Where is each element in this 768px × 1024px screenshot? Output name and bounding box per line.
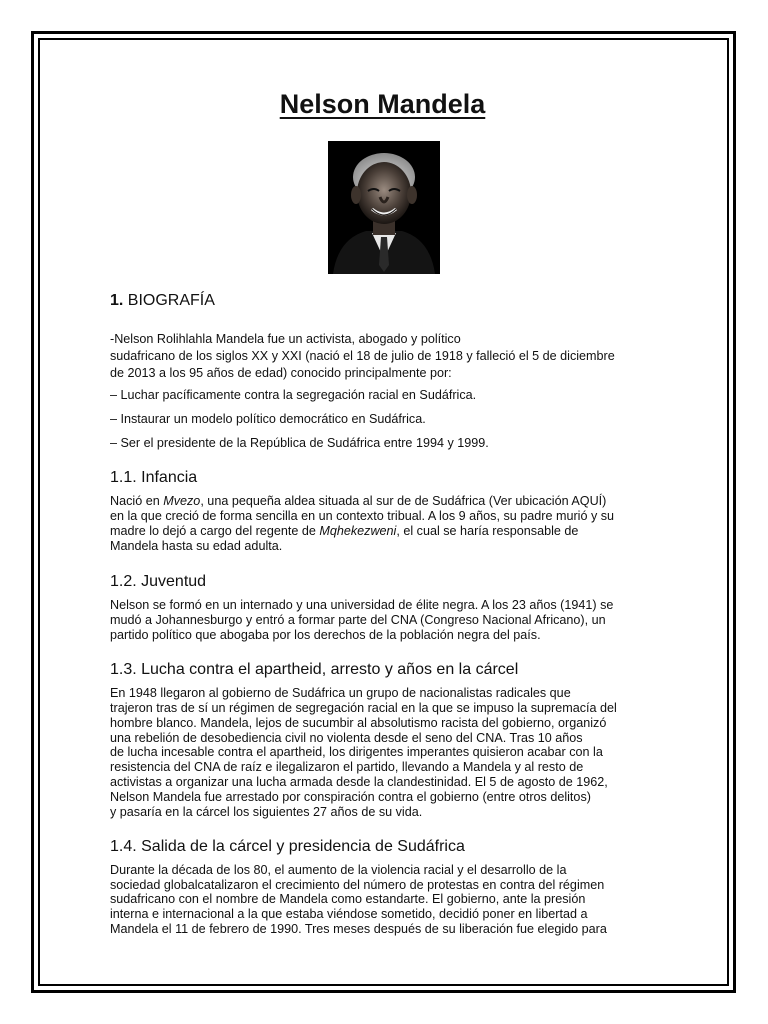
bio-intro-line-1: -Nelson Rolihlahla Mandela fue un activista, abogado y político — [110, 332, 461, 346]
section-heading-text: BIOGRAFÍA — [127, 292, 215, 309]
bio-bullet-2: – Instaurar un modelo político democrático en Sudáfrica. — [110, 412, 426, 426]
salida-line-5: Mandela el 11 de febrero de 1990. Tres meses después de su liberación fue elegido para — [110, 922, 607, 936]
section-number: 1. — [110, 292, 124, 309]
lucha-line-9: y pasaría en la cárcel los siguientes 27 años de su vida. — [110, 805, 423, 819]
lucha-line-1: En 1948 llegaron al gobierno de Sudáfrica un grupo de nacionalistas radicales que — [110, 686, 571, 700]
infancia-heading: 1.1. Infancia — [110, 469, 198, 486]
salida-line-4: interna e internacional a la que estaba viéndose sometido, decidió poner en libertad a — [110, 907, 588, 921]
bio-intro-line-2: sudafricano de los siglos XX y XXI (nació el 18 de julio de 1918 y falleció el 5 de diciembre — [110, 349, 615, 363]
bio-bullet-3: – Ser el presidente de la República de Sudáfrica entre 1994 y 1999. — [110, 436, 489, 450]
salida-line-3: sudafricano con el nombre de Mandela como estandarte. El gobierno, ante la presión — [110, 892, 586, 906]
juventud-line-3: partido político que abogaba por los derechos de la población negra del país. — [110, 628, 541, 642]
page-title-text: Nelson Mandela — [279, 89, 486, 119]
lucha-line-8: Nelson Mandela fue arrestado por conspiración contra el gobierno (entre otros delitos) — [110, 790, 591, 804]
portrait-image — [328, 141, 440, 274]
bio-bullet-1: – Luchar pacíficamente contra la segregación racial en Sudáfrica. — [110, 388, 477, 402]
salida-line-1: Durante la década de los 80, el aumento de la violencia racial y el desarrollo de la — [110, 863, 567, 877]
salida-heading: 1.4. Salida de la cárcel y presidencia de Sudáfrica — [110, 838, 465, 855]
juventud-heading: 1.2. Juventud — [110, 573, 207, 590]
juventud-line-2: mudó a Johannesburgo y entró a formar parte del CNA (Congreso Nacional Africano), un — [110, 613, 606, 627]
section-biografia-heading — [110, 291, 215, 311]
place-mvezo: Mvezo — [163, 494, 201, 508]
bio-intro-line-3: de 2013 a los 95 años de edad) conocido principalmente por: — [110, 366, 452, 380]
lucha-line-7: activistas a organizar una lucha armada desde la clandestinidad. El 5 de agosto de 1962, — [110, 775, 608, 789]
juventud-line-1: Nelson se formó en un internado y una universidad de élite negra. A los 23 años (1941) se — [110, 598, 614, 612]
place-mqhekezweni: Mqhekezweni — [319, 524, 397, 538]
salida-line-2: sociedad globalcatalizaron el crecimiento del número de protestas en contra del régimen — [110, 878, 605, 892]
infancia-line-4: Mandela hasta su edad adulta. — [110, 539, 283, 553]
page-title — [110, 86, 655, 122]
lucha-line-3: hombre blanco. Mandela, lejos de sucumbir al absolutismo racista del gobierno, organizó — [110, 716, 607, 730]
portrait-photo — [328, 141, 440, 274]
infancia-line-3: madre lo dejó a cargo del regente de Mqhekezweni, el cual se haría responsable de — [110, 524, 579, 538]
lucha-heading: 1.3. Lucha contra el apartheid, arresto y años en la cárcel — [110, 661, 519, 678]
infancia-line-1: Nació en Mvezo, una pequeña aldea situada al sur de de Sudáfrica (Ver ubicación AQUÍ) — [110, 494, 607, 508]
lucha-line-6: resistencia del CNA de raíz e ilegalizaron el partido, llevando a Mandela y al resto de — [110, 760, 584, 774]
lucha-line-4: una rebelión de desobediencia civil no violenta desde el seno del CNA. Tras 10 años — [110, 731, 583, 745]
infancia-line-2: en la que creció de forma sencilla en un contexto tribual. A los 9 años, su padre murió y su — [110, 509, 615, 523]
lucha-line-5: de lucha incesable contra el apartheid, los dirigentes imperantes quisieron acabar con la — [110, 745, 603, 759]
lucha-line-2: trajeron tras de sí un régimen de segregación racial en la que se impuso la supremacía del — [110, 701, 617, 715]
